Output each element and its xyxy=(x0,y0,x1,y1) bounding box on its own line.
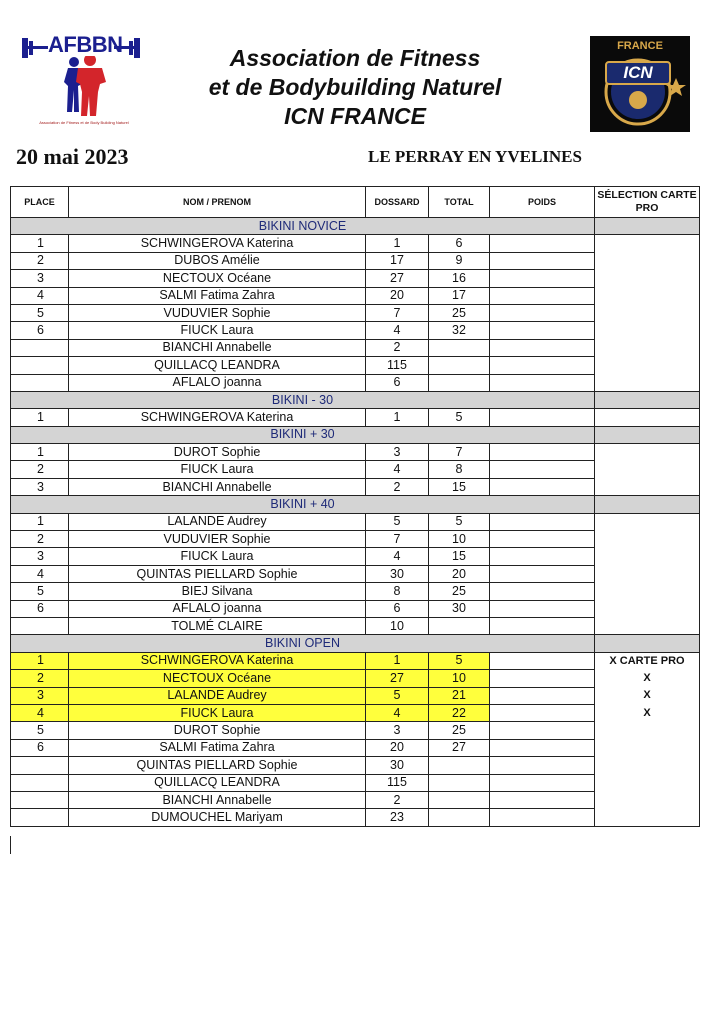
place-cell xyxy=(11,339,69,356)
selection-cell xyxy=(595,565,700,582)
total-cell xyxy=(429,809,490,826)
dossard-cell: 2 xyxy=(366,791,429,808)
header-dossard: DOSSARD xyxy=(366,187,429,218)
total-cell: 6 xyxy=(429,235,490,252)
table-row xyxy=(11,548,700,565)
total-cell: 15 xyxy=(429,478,490,495)
section-title: BIKINI NOVICE xyxy=(11,218,595,235)
selection-cell xyxy=(595,739,700,756)
name-cell: NECTOUX Océane xyxy=(69,270,366,287)
poids-cell xyxy=(490,357,595,374)
poids-cell xyxy=(490,444,595,461)
dossard-cell: 27 xyxy=(366,670,429,687)
table-row xyxy=(11,774,700,791)
name-cell: SALMI Fatima Zahra xyxy=(69,739,366,756)
dossard-cell: 20 xyxy=(366,287,429,304)
selection-cell xyxy=(595,357,700,374)
name-cell: AFLALO joanna xyxy=(69,374,366,391)
section-header-row xyxy=(11,426,700,443)
place-cell: 2 xyxy=(11,670,69,687)
poids-cell xyxy=(490,722,595,739)
selection-cell xyxy=(595,478,700,495)
name-cell: FIUCK Laura xyxy=(69,322,366,339)
title-line-1: Association de Fitness xyxy=(229,45,481,71)
table-row xyxy=(11,478,700,495)
name-cell: FIUCK Laura xyxy=(69,461,366,478)
poids-cell xyxy=(490,791,595,808)
poids-cell xyxy=(490,287,595,304)
section-selection-cell xyxy=(595,426,700,443)
poids-cell xyxy=(490,513,595,530)
selection-cell xyxy=(595,374,700,391)
name-cell: FIUCK Laura xyxy=(69,548,366,565)
table-row xyxy=(11,791,700,808)
name-cell: NECTOUX Océane xyxy=(69,670,366,687)
icn-france-logo xyxy=(590,36,690,132)
total-cell xyxy=(429,374,490,391)
table-row xyxy=(11,617,700,634)
name-cell: TOLMÉ CLAIRE xyxy=(69,617,366,634)
poids-cell xyxy=(490,583,595,600)
table-tail-line xyxy=(10,836,11,854)
name-cell: SCHWINGEROVA Katerina xyxy=(69,409,366,426)
poids-cell xyxy=(490,531,595,548)
selection-cell xyxy=(595,531,700,548)
poids-cell xyxy=(490,809,595,826)
name-cell: VUDUVIER Sophie xyxy=(69,531,366,548)
selection-cell xyxy=(595,791,700,808)
poids-cell xyxy=(490,687,595,704)
poids-cell xyxy=(490,374,595,391)
table-row xyxy=(11,374,700,391)
name-cell: DUMOUCHEL Mariyam xyxy=(69,809,366,826)
results-table xyxy=(10,186,700,827)
selection-cell xyxy=(595,270,700,287)
total-cell: 30 xyxy=(429,600,490,617)
total-cell: 25 xyxy=(429,304,490,321)
selection-cell xyxy=(595,513,700,530)
name-cell: QUINTAS PIELLARD Sophie xyxy=(69,757,366,774)
selection-cell xyxy=(595,548,700,565)
name-cell: FIUCK Laura xyxy=(69,704,366,721)
table-row xyxy=(11,565,700,582)
name-cell: BIANCHI Annabelle xyxy=(69,791,366,808)
table-row xyxy=(11,600,700,617)
dossard-cell: 8 xyxy=(366,583,429,600)
table-row xyxy=(11,739,700,756)
place-cell: 5 xyxy=(11,304,69,321)
total-cell xyxy=(429,791,490,808)
name-cell: DUBOS Amélie xyxy=(69,252,366,269)
selection-cell: X xyxy=(595,670,700,687)
table-row xyxy=(11,444,700,461)
selection-cell xyxy=(595,461,700,478)
place-cell: 3 xyxy=(11,270,69,287)
name-cell: SCHWINGEROVA Katerina xyxy=(69,235,366,252)
total-cell: 10 xyxy=(429,531,490,548)
table-row xyxy=(11,531,700,548)
place-cell xyxy=(11,809,69,826)
name-cell: LALANDE Audrey xyxy=(69,513,366,530)
header-selection: SÉLECTION CARTE PRO xyxy=(595,187,700,218)
selection-cell xyxy=(595,757,700,774)
poids-cell xyxy=(490,235,595,252)
table-row xyxy=(11,304,700,321)
header-name: NOM / PRENOM xyxy=(69,187,366,218)
place-cell: 6 xyxy=(11,739,69,756)
dossard-cell: 3 xyxy=(366,722,429,739)
icn-logo-country: FRANCE xyxy=(617,40,663,52)
place-cell: 4 xyxy=(11,287,69,304)
poids-cell xyxy=(490,461,595,478)
section-selection-cell xyxy=(595,218,700,235)
section-title: BIKINI OPEN xyxy=(11,635,595,652)
selection-cell: X xyxy=(595,687,700,704)
selection-cell xyxy=(595,235,700,252)
total-cell: 16 xyxy=(429,270,490,287)
total-cell: 22 xyxy=(429,704,490,721)
table-row xyxy=(11,757,700,774)
section-title: BIKINI - 30 xyxy=(11,391,595,408)
section-title: BIKINI + 30 xyxy=(11,426,595,443)
total-cell: 9 xyxy=(429,252,490,269)
dossard-cell: 115 xyxy=(366,357,429,374)
place-cell: 3 xyxy=(11,548,69,565)
title-line-2: et de Bodybuilding Naturel xyxy=(208,74,502,100)
table-row xyxy=(11,287,700,304)
total-cell: 10 xyxy=(429,670,490,687)
dossard-cell: 30 xyxy=(366,565,429,582)
afbbn-logo-text: AFBBN xyxy=(48,32,123,57)
name-cell: LALANDE Audrey xyxy=(69,687,366,704)
header-total: TOTAL xyxy=(429,187,490,218)
poids-cell xyxy=(490,339,595,356)
place-cell: 1 xyxy=(11,652,69,669)
dossard-cell: 20 xyxy=(366,739,429,756)
poids-cell xyxy=(490,252,595,269)
table-row xyxy=(11,670,700,687)
selection-cell xyxy=(595,444,700,461)
total-cell xyxy=(429,774,490,791)
header-place: PLACE xyxy=(11,187,69,218)
poids-cell xyxy=(490,409,595,426)
place-cell: 4 xyxy=(11,565,69,582)
name-cell: AFLALO joanna xyxy=(69,600,366,617)
section-header-row xyxy=(11,635,700,652)
place-cell: 2 xyxy=(11,461,69,478)
name-cell: SALMI Fatima Zahra xyxy=(69,287,366,304)
name-cell: DUROT Sophie xyxy=(69,722,366,739)
total-cell: 25 xyxy=(429,722,490,739)
poids-cell xyxy=(490,304,595,321)
selection-cell xyxy=(595,809,700,826)
poids-cell xyxy=(490,322,595,339)
place-cell xyxy=(11,791,69,808)
total-cell xyxy=(429,617,490,634)
dossard-cell: 30 xyxy=(366,757,429,774)
table-row xyxy=(11,583,700,600)
results-body xyxy=(11,218,700,827)
name-cell: DUROT Sophie xyxy=(69,444,366,461)
poids-cell xyxy=(490,617,595,634)
poids-cell xyxy=(490,565,595,582)
dossard-cell: 7 xyxy=(366,304,429,321)
table-row xyxy=(11,722,700,739)
dossard-cell: 6 xyxy=(366,600,429,617)
table-row xyxy=(11,252,700,269)
table-row xyxy=(11,513,700,530)
name-cell: BIANCHI Annabelle xyxy=(69,478,366,495)
section-header-row xyxy=(11,496,700,513)
selection-cell xyxy=(595,304,700,321)
dossard-cell: 23 xyxy=(366,809,429,826)
section-selection-cell xyxy=(595,496,700,513)
selection-cell xyxy=(595,617,700,634)
place-cell xyxy=(11,357,69,374)
total-cell: 25 xyxy=(429,583,490,600)
table-row xyxy=(11,409,700,426)
dossard-cell: 4 xyxy=(366,704,429,721)
poids-cell xyxy=(490,478,595,495)
dossard-cell: 7 xyxy=(366,531,429,548)
table-row xyxy=(11,270,700,287)
total-cell: 27 xyxy=(429,739,490,756)
total-cell: 21 xyxy=(429,687,490,704)
selection-cell: X CARTE PRO xyxy=(595,652,700,669)
table-row xyxy=(11,339,700,356)
table-row xyxy=(11,809,700,826)
total-cell xyxy=(429,339,490,356)
total-cell xyxy=(429,357,490,374)
place-cell: 5 xyxy=(11,583,69,600)
dossard-cell: 3 xyxy=(366,444,429,461)
section-selection-cell xyxy=(595,391,700,408)
total-cell: 17 xyxy=(429,287,490,304)
selection-cell: X xyxy=(595,704,700,721)
dossard-cell: 1 xyxy=(366,652,429,669)
name-cell: QUINTAS PIELLARD Sophie xyxy=(69,565,366,582)
total-cell xyxy=(429,757,490,774)
afbbn-logo xyxy=(22,32,140,132)
total-cell: 20 xyxy=(429,565,490,582)
name-cell: SCHWINGEROVA Katerina xyxy=(69,652,366,669)
selection-cell xyxy=(595,252,700,269)
poids-cell xyxy=(490,670,595,687)
table-row xyxy=(11,357,700,374)
table-row xyxy=(11,322,700,339)
section-header-row xyxy=(11,218,700,235)
place-cell xyxy=(11,617,69,634)
place-cell: 2 xyxy=(11,252,69,269)
selection-cell xyxy=(595,409,700,426)
selection-cell xyxy=(595,600,700,617)
place-cell: 1 xyxy=(11,444,69,461)
poids-cell xyxy=(490,270,595,287)
table-row xyxy=(11,704,700,721)
selection-cell xyxy=(595,339,700,356)
name-cell: BIEJ Silvana xyxy=(69,583,366,600)
place-cell: 1 xyxy=(11,513,69,530)
poids-cell xyxy=(490,757,595,774)
place-cell: 1 xyxy=(11,235,69,252)
dossard-cell: 5 xyxy=(366,513,429,530)
total-cell: 7 xyxy=(429,444,490,461)
dossard-cell: 5 xyxy=(366,687,429,704)
place-cell: 5 xyxy=(11,722,69,739)
dossard-cell: 2 xyxy=(366,478,429,495)
table-row xyxy=(11,235,700,252)
name-cell: VUDUVIER Sophie xyxy=(69,304,366,321)
selection-cell xyxy=(595,722,700,739)
dossard-cell: 6 xyxy=(366,374,429,391)
total-cell: 5 xyxy=(429,409,490,426)
total-cell: 15 xyxy=(429,548,490,565)
event-venue: LE PERRAY EN YVELINES xyxy=(368,147,582,166)
dossard-cell: 27 xyxy=(366,270,429,287)
title-line-3: ICN FRANCE xyxy=(284,103,426,129)
dossard-cell: 4 xyxy=(366,461,429,478)
name-cell: QUILLACQ LEANDRA xyxy=(69,357,366,374)
event-date: 20 mai 2023 xyxy=(16,144,129,169)
total-cell: 5 xyxy=(429,652,490,669)
header-poids: POIDS xyxy=(490,187,595,218)
section-selection-cell xyxy=(595,635,700,652)
poids-cell xyxy=(490,704,595,721)
place-cell xyxy=(11,374,69,391)
poids-cell xyxy=(490,652,595,669)
section-title: BIKINI + 40 xyxy=(11,496,595,513)
place-cell: 3 xyxy=(11,478,69,495)
table-header-row xyxy=(11,187,700,218)
dossard-cell: 17 xyxy=(366,252,429,269)
icn-logo-text: ICN xyxy=(623,63,653,82)
selection-cell xyxy=(595,583,700,600)
total-cell: 8 xyxy=(429,461,490,478)
place-cell xyxy=(11,774,69,791)
selection-cell xyxy=(595,774,700,791)
table-row xyxy=(11,461,700,478)
dossard-cell: 115 xyxy=(366,774,429,791)
dossard-cell: 2 xyxy=(366,339,429,356)
page-title xyxy=(160,44,550,131)
place-cell: 2 xyxy=(11,531,69,548)
poids-cell xyxy=(490,600,595,617)
table-row xyxy=(11,652,700,669)
place-cell: 1 xyxy=(11,409,69,426)
section-header-row xyxy=(11,391,700,408)
total-cell: 5 xyxy=(429,513,490,530)
place-cell: 6 xyxy=(11,322,69,339)
dossard-cell: 1 xyxy=(366,409,429,426)
name-cell: BIANCHI Annabelle xyxy=(69,339,366,356)
afbbn-logo-tagline: Association de Fitness et de Body Building Naturel xyxy=(39,120,129,125)
selection-cell xyxy=(595,287,700,304)
table-row xyxy=(11,687,700,704)
place-cell: 4 xyxy=(11,704,69,721)
selection-cell xyxy=(595,322,700,339)
place-cell: 6 xyxy=(11,600,69,617)
poids-cell xyxy=(490,739,595,756)
name-cell: QUILLACQ LEANDRA xyxy=(69,774,366,791)
dossard-cell: 10 xyxy=(366,617,429,634)
dossard-cell: 4 xyxy=(366,322,429,339)
dossard-cell: 4 xyxy=(366,548,429,565)
poids-cell xyxy=(490,548,595,565)
place-cell: 3 xyxy=(11,687,69,704)
dossard-cell: 1 xyxy=(366,235,429,252)
place-cell xyxy=(11,757,69,774)
total-cell: 32 xyxy=(429,322,490,339)
poids-cell xyxy=(490,774,595,791)
